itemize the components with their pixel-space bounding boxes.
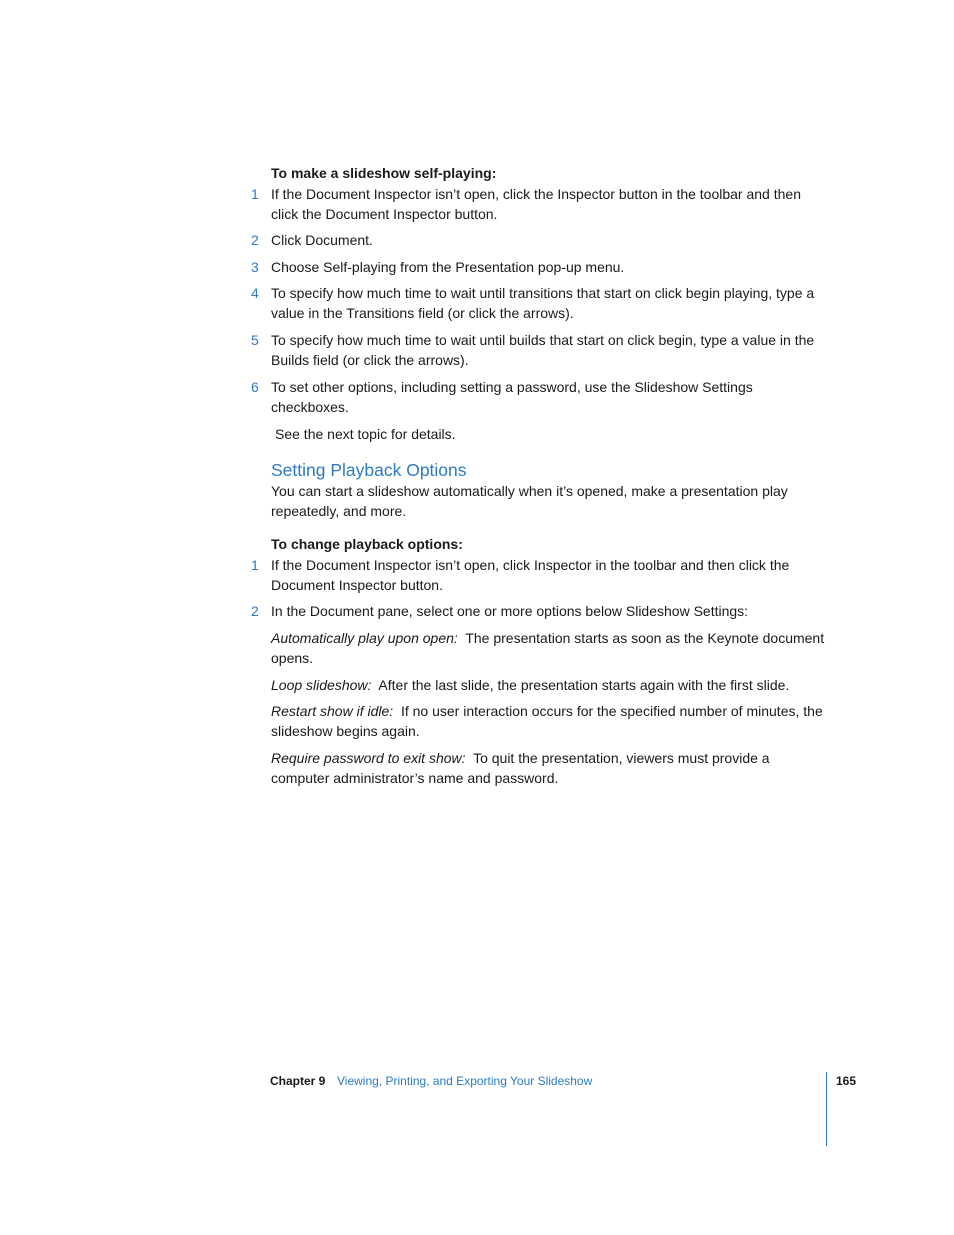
footer-chapter-title: Viewing, Printing, and Exporting Your Slideshow bbox=[337, 1074, 593, 1088]
footer-chapter-label: Chapter 9 bbox=[270, 1074, 326, 1088]
option-description bbox=[271, 701, 827, 741]
list-item bbox=[251, 555, 827, 595]
option-term: Restart show if idle: bbox=[271, 703, 394, 719]
option-description bbox=[271, 748, 827, 788]
option-text: After the last slide, the presentation starts again with the first slide. bbox=[378, 677, 790, 693]
procedure-lead: To make a slideshow self-playing: bbox=[271, 165, 497, 181]
step-text: Choose Self-playing from the Presentation pop-up menu. bbox=[271, 259, 625, 275]
option-text: To quit the presentation, viewers must provide a computer administrator’s name and password. bbox=[271, 750, 770, 786]
step-text: To specify how much time to wait until transitions that start on click begin playing, type a value in the Transitions field (or click the arrows). bbox=[271, 285, 815, 321]
step-number: 2 bbox=[251, 232, 259, 248]
option-description bbox=[271, 628, 827, 668]
option-text: If no user interaction occurs for the specified number of minutes, the slideshow begins again. bbox=[271, 703, 823, 739]
step-text: Click Document. bbox=[271, 232, 373, 248]
option-description bbox=[271, 675, 827, 695]
procedure-lead: To change playback options: bbox=[271, 536, 463, 552]
step-text: To specify how much time to wait until builds that start on click begin, type a value in the Builds field (or click the arrows). bbox=[271, 332, 815, 368]
step-text: To set other options, including setting a password, use the Slideshow Settings checkboxes. bbox=[271, 379, 753, 415]
step-text: If the Document Inspector isn’t open, click the Inspector button in the toolbar and then click the Document Inspector button. bbox=[271, 186, 801, 222]
step-text: In the Document pane, select one or more options below Slideshow Settings: bbox=[271, 603, 749, 619]
list-item bbox=[251, 283, 827, 323]
option-term: Require password to exit show: bbox=[271, 750, 466, 766]
step-number: 6 bbox=[251, 379, 259, 395]
step-number: 5 bbox=[251, 332, 259, 348]
list-item bbox=[251, 601, 827, 621]
step-text: If the Document Inspector isn’t open, click Inspector in the toolbar and then click the Document Inspector button. bbox=[271, 557, 790, 593]
list-item bbox=[251, 377, 827, 417]
step-number: 4 bbox=[251, 285, 259, 301]
intro-paragraph: You can start a slideshow automatically when it’s opened, make a presentation play repeatedly, and more. bbox=[271, 483, 788, 519]
footer-divider bbox=[826, 1072, 827, 1146]
step-number: 2 bbox=[251, 603, 259, 619]
page-number: 165 bbox=[836, 1074, 857, 1088]
step-number: 1 bbox=[251, 557, 259, 573]
list-item bbox=[251, 184, 827, 224]
option-term: Loop slideshow: bbox=[271, 677, 372, 693]
list-item bbox=[251, 257, 827, 277]
option-term: Automatically play upon open: bbox=[271, 630, 458, 646]
section-heading: Setting Playback Options bbox=[271, 460, 467, 480]
list-item bbox=[251, 330, 827, 370]
step-number: 3 bbox=[251, 259, 259, 275]
list-item bbox=[251, 230, 827, 250]
step-number: 1 bbox=[251, 186, 259, 202]
note-text: See the next topic for details. bbox=[275, 426, 456, 442]
option-text: The presentation starts as soon as the Keynote document opens. bbox=[271, 630, 825, 666]
